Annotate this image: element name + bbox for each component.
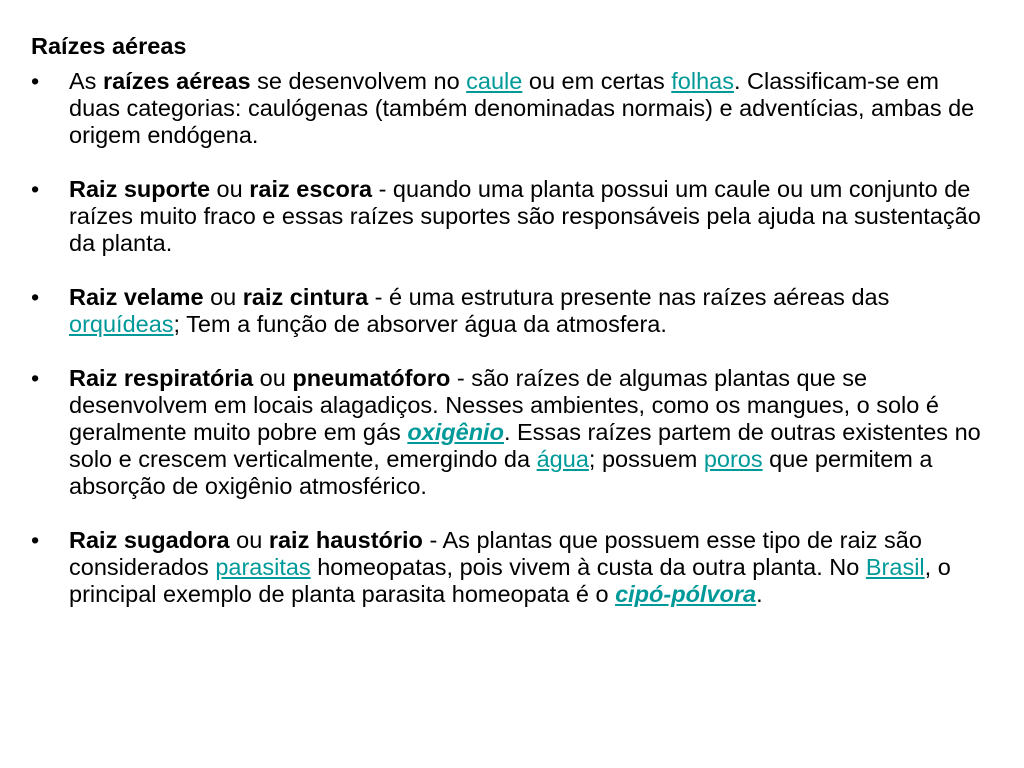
text-run: ou (229, 527, 269, 553)
page-title: Raízes aéreas (31, 33, 187, 59)
bullet-icon: • (31, 284, 40, 310)
inline-link[interactable]: folhas (671, 68, 734, 94)
bullet-icon: • (31, 68, 40, 94)
list-item-text (69, 176, 981, 256)
list-item-text (69, 527, 951, 607)
bold-term: Raiz suporte (69, 176, 211, 202)
list-item (31, 284, 981, 338)
bold-term: Raiz respiratória (69, 365, 254, 391)
bullet-icon: • (31, 176, 40, 202)
text-run: ou (203, 284, 243, 310)
bullet-icon: • (31, 527, 40, 553)
list-item (31, 527, 981, 608)
text-run: As (69, 68, 103, 94)
text-run: ; possuem (588, 446, 704, 472)
bold-term: raízes aéreas (102, 68, 251, 94)
bold-term: raiz escora (249, 176, 373, 202)
text-run: ou (253, 365, 293, 391)
text-run: - é uma estrutura presente nas raízes aéreas das (368, 284, 890, 310)
text-run: homeopatas, pois vivem à custa da outra planta. No (310, 554, 866, 580)
inline-link[interactable]: parasitas (215, 554, 311, 580)
bullet-icon: • (31, 365, 40, 391)
bold-term: pneumatóforo (292, 365, 451, 391)
list-item-text (69, 68, 974, 148)
text-run: - são raízes de algumas plantas que se desenvolvem em locais alagadiços. Nesses ambientes, como os mangues, o solo é geralmente muito pobre em gás (69, 365, 939, 445)
bold-term: Raiz velame (69, 284, 204, 310)
list-item (31, 68, 981, 149)
bold-term: raiz haustório (268, 527, 423, 553)
inline-link[interactable]: água (536, 446, 589, 472)
text-run: . (756, 581, 763, 607)
text-run: ou em certas (522, 68, 672, 94)
inline-link[interactable]: oxigênio (407, 419, 504, 445)
text-run: se desenvolvem no (250, 68, 467, 94)
text-run: , o principal exemplo de planta parasita homeopata é o (69, 554, 951, 607)
inline-link[interactable]: orquídeas (69, 311, 174, 337)
text-run: ou (210, 176, 250, 202)
list-item (31, 365, 981, 500)
text-run: . Essas raízes partem de outras existentes no solo e crescem verticalmente, emergindo da (69, 419, 981, 472)
inline-link[interactable]: poros (703, 446, 763, 472)
bullet-list (31, 68, 981, 635)
text-run: - As plantas que possuem esse tipo de raiz são considerados (69, 527, 922, 580)
inline-link[interactable]: Brasil (865, 554, 925, 580)
bold-term: raiz cintura (242, 284, 369, 310)
text-run: - quando uma planta possui um caule ou um conjunto de raízes muito fraco e essas raízes suportes são responsáveis pela ajuda na sustentação da planta. (69, 176, 981, 256)
list-item-text (69, 365, 981, 499)
list-item-text (69, 284, 889, 337)
list-item (31, 176, 981, 257)
text-run: ; Tem a função de absorver água da atmosfera. (173, 311, 667, 337)
bold-term: Raiz sugadora (69, 527, 230, 553)
inline-link[interactable]: caule (466, 68, 523, 94)
text-run: . Classificam-se em duas categorias: caulógenas (também denominadas normais) e adventícias, ambas de origem endógena. (69, 68, 975, 148)
inline-link[interactable]: cipó-pólvora (615, 581, 757, 607)
text-run: que permitem a absorção de oxigênio atmosférico. (69, 446, 933, 499)
